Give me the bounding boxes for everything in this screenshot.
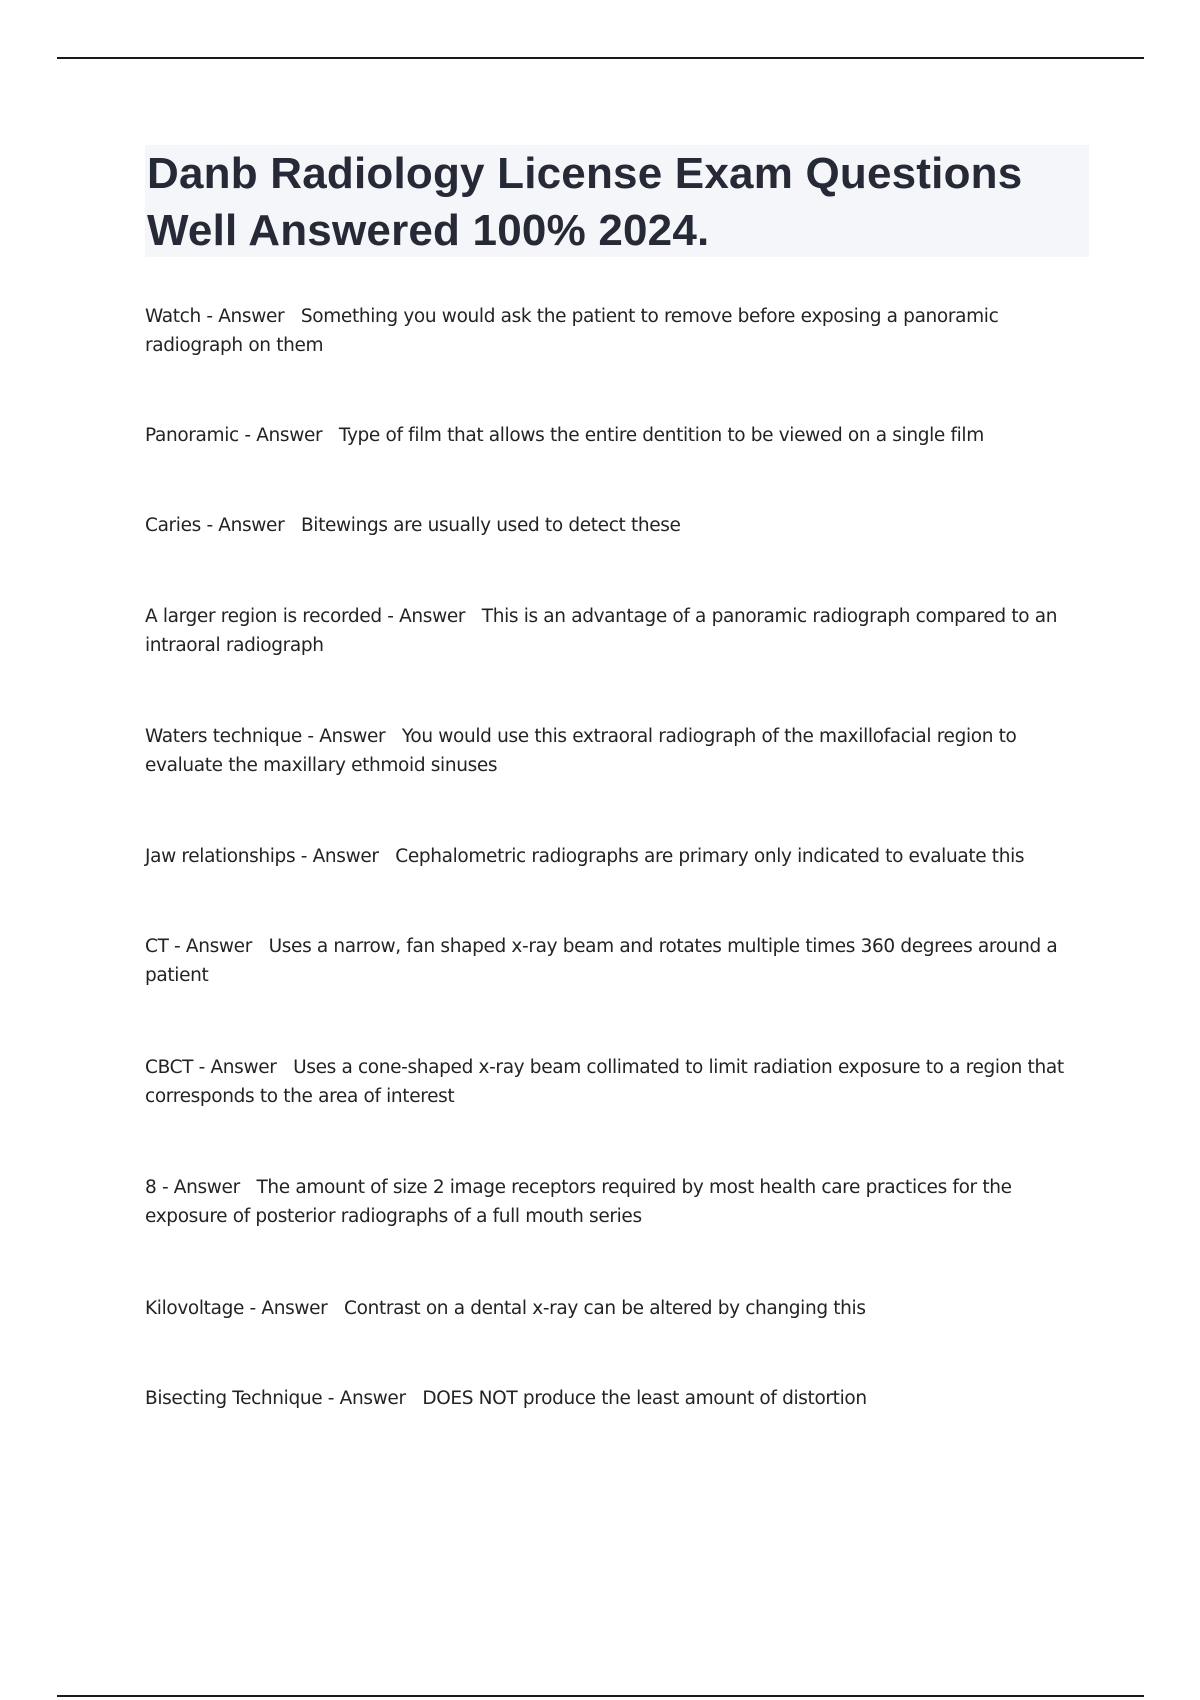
qa-definition: Cephalometric radiographs are primary only indicated to evaluate this (395, 846, 1025, 867)
qa-term: Caries (145, 515, 201, 536)
qa-definition: Something you would ask the patient to remove before exposing a panoramic radiograph on them (145, 306, 999, 356)
qa-definition: Type of film that allows the entire dentition to be viewed on a single film (338, 425, 984, 446)
qa-item (145, 1173, 1085, 1231)
qa-separator: - Answer (200, 306, 301, 327)
qa-item (145, 421, 1085, 450)
title-block (145, 145, 1089, 257)
qa-separator: - Answer (168, 936, 269, 957)
qa-term: Kilovoltage (145, 1298, 245, 1319)
qa-item (145, 511, 1085, 540)
qa-definition: Contrast on a dental x-ray can be altered by changing this (344, 1298, 866, 1319)
qa-term: Panoramic (145, 425, 239, 446)
qa-separator: - Answer (301, 726, 402, 747)
qa-term: Watch (145, 306, 201, 327)
qa-item (145, 932, 1085, 990)
qa-separator: - Answer (193, 1057, 294, 1078)
qa-separator: - Answer (295, 846, 396, 867)
qa-item (145, 1294, 1085, 1323)
qa-separator: - Answer (156, 1177, 257, 1198)
qa-term: Bisecting Technique (145, 1388, 323, 1409)
qa-separator: - Answer (244, 1298, 345, 1319)
qa-definition: Uses a cone-shaped x-ray beam collimated to limit radiation exposure to a region that corresponds to the area of interest (145, 1057, 1064, 1107)
qa-term: Waters technique (145, 726, 302, 747)
qa-term: 8 (145, 1177, 157, 1198)
qa-term: A larger region is recorded (145, 606, 382, 627)
qa-item (145, 1384, 1085, 1413)
qa-definition: Uses a narrow, fan shaped x-ray beam and rotates multiple times 360 degrees around a patient (145, 936, 1058, 986)
qa-definition: This is an advantage of a panoramic radiograph compared to an intraoral radiograph (145, 606, 1058, 656)
qa-separator: - Answer (238, 425, 339, 446)
qa-definition: The amount of size 2 image receptors required by most health care practices for the exposure of posterior radiographs of a full mouth series (145, 1177, 1012, 1227)
qa-term: CBCT (145, 1057, 194, 1078)
qa-item (145, 842, 1085, 871)
qa-term: CT (145, 936, 169, 957)
top-rule (57, 57, 1144, 59)
qa-definition: DOES NOT produce the least amount of distortion (422, 1388, 867, 1409)
qa-definition: Bitewings are usually used to detect these (300, 515, 681, 536)
qa-separator: - Answer (381, 606, 482, 627)
qa-term: Jaw relationships (145, 846, 296, 867)
qa-item (145, 1053, 1085, 1111)
qa-separator: - Answer (322, 1388, 423, 1409)
qa-definition: You would use this extraoral radiograph of the maxillofacial region to evaluate the maxillary ethmoid sinuses (145, 726, 1017, 776)
qa-item (145, 722, 1085, 780)
qa-item (145, 302, 1085, 360)
bottom-rule (57, 1695, 1144, 1697)
document-title: Danb Radiology License Exam Questions Well Answered 100% 2024. (147, 149, 1023, 255)
qa-separator: - Answer (200, 515, 301, 536)
qa-item (145, 602, 1085, 660)
